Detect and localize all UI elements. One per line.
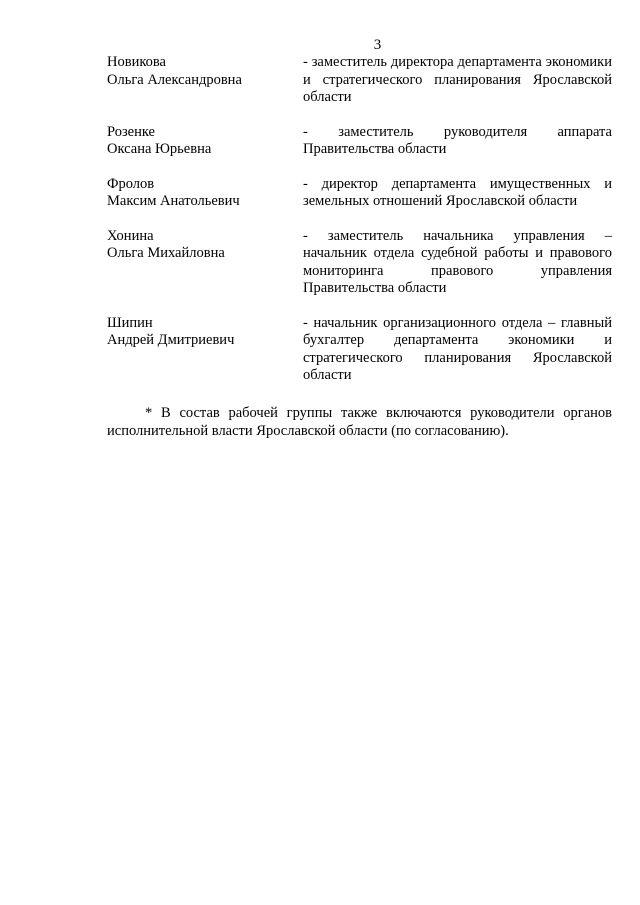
member-surname: Новикова <box>107 54 166 70</box>
footnote: * В состав рабочей группы также включаются руководители органов исполнительной власти Ярославской области (по согласованию). <box>107 405 612 439</box>
member-position: - заместитель начальника управления – начальник отдела судебной работы и правового мониторинга правового управления Правительства области <box>303 227 612 296</box>
member-given-names: Оксана Юрьевна <box>107 141 212 157</box>
member-given-names: Ольга Михайловна <box>107 245 225 261</box>
member-given-names: Ольга Александровна <box>107 71 242 88</box>
page-number: 3 <box>373 37 382 53</box>
member-position: - заместитель руководителя аппарата Правительства области <box>303 123 612 157</box>
member-row <box>107 228 612 298</box>
member-position: - начальник организационного отдела – главный бухгалтер департамента экономики и стратегического планирования Ярославской области <box>303 314 612 383</box>
member-surname: Фролов <box>107 175 155 192</box>
member-row <box>107 54 612 107</box>
working-group-member-list <box>107 54 612 385</box>
member-name <box>107 124 303 159</box>
member-position: - заместитель директора департамента экономики и стратегического планирования Ярославской области <box>303 54 612 105</box>
member-row <box>107 176 612 211</box>
member-surname: Шипин <box>107 314 153 331</box>
member-row <box>107 315 612 385</box>
member-name <box>107 54 303 107</box>
member-position: - директор департамента имущественных и земельных отношений Ярославской области <box>303 175 612 209</box>
member-given-names: Андрей Дмитриевич <box>107 332 235 348</box>
member-surname: Хонина <box>107 227 154 244</box>
member-name <box>107 228 303 298</box>
member-surname: Розенке <box>107 123 155 140</box>
member-name <box>107 315 303 385</box>
member-given-names: Максим Анатольевич <box>107 193 240 209</box>
member-name <box>107 176 303 211</box>
member-row <box>107 124 612 159</box>
